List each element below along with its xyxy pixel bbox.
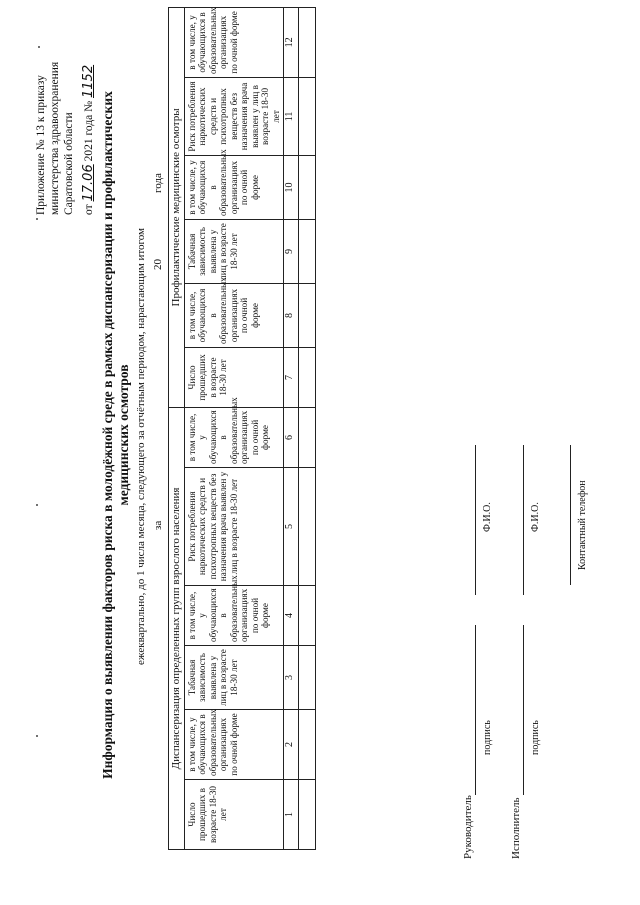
- data-row-empty: [299, 7, 316, 849]
- header-cell: Риск потребления наркотических средств и психотропных веществ без назначения врача выявлен у лиц в возрасте 18-30 лет: [184, 468, 284, 586]
- header-cell: в том числе, у обучающихся в образовательных организациях по очной форме: [184, 407, 284, 467]
- column-number: 5: [284, 468, 299, 586]
- exec-label: Исполнитель: [510, 797, 522, 859]
- data-cell[interactable]: [299, 283, 316, 347]
- column-header-row: [184, 7, 284, 849]
- date-middle: 2021 года №: [83, 100, 95, 162]
- data-cell[interactable]: [299, 407, 316, 467]
- date-day: 17.06: [81, 164, 96, 202]
- header-cell: Табачная зависимость выявлена у лиц в возрасте 18-30 лет: [184, 219, 284, 283]
- column-number-row: [284, 7, 299, 849]
- document-subtitle: ежеквартально, до 1 числа месяца, следующего за отчётным периодом, нарастающим итогом: [135, 228, 147, 665]
- data-cell[interactable]: [299, 347, 316, 407]
- phone-line[interactable]: [570, 445, 571, 585]
- column-number: 3: [284, 646, 299, 710]
- phone-caption: Контактный телефон: [577, 480, 588, 570]
- approval-date: [82, 15, 96, 215]
- document-title: [100, 55, 132, 815]
- head-sign-line[interactable]: [475, 625, 476, 795]
- column-number: 11: [284, 77, 299, 155]
- column-number: 12: [284, 7, 299, 77]
- data-cell[interactable]: [299, 7, 316, 77]
- order-number: 1152: [81, 64, 96, 98]
- column-number: 6: [284, 407, 299, 467]
- data-cell[interactable]: [299, 586, 316, 646]
- data-cell[interactable]: [299, 155, 316, 219]
- date-prefix: от: [83, 204, 95, 215]
- column-number: 1: [284, 780, 299, 850]
- head-fio-line[interactable]: [475, 445, 476, 595]
- head-fio-caption: Ф.И.О.: [482, 502, 493, 532]
- header-cell: Риск потребления наркотических средств и психотропных веществ без назначения врача выявлен у лиц в возрасте 18-30 лет: [184, 77, 284, 155]
- title-line-2: медицинских осмотров: [116, 364, 131, 506]
- period-za: за: [152, 520, 164, 530]
- column-number: 2: [284, 710, 299, 780]
- group-preventive: Профилактические медицинские осмотры: [169, 7, 185, 407]
- exec-sign-line[interactable]: [523, 625, 524, 795]
- approval-line-2: министерства здравоохранения: [49, 61, 61, 215]
- head-label: Руководитель: [462, 795, 474, 859]
- period-year-prefix: 20: [152, 259, 164, 270]
- period-year-word: года: [152, 173, 164, 193]
- column-number: 7: [284, 347, 299, 407]
- group-header-row: [169, 7, 185, 849]
- header-cell: Число прошедших в возрасте 18-30 лет: [184, 347, 284, 407]
- title-line-1: Информация о выявлении факторов риска в молодёжной среде в рамках диспансеризации и профилактических: [100, 91, 115, 779]
- column-number: 9: [284, 219, 299, 283]
- header-cell: в том числе, обучающихся в образовательных организациях по очной форме: [184, 283, 284, 347]
- data-cell[interactable]: [299, 468, 316, 586]
- column-number: 4: [284, 586, 299, 646]
- approval-line-3: Саратовской области: [63, 112, 75, 215]
- header-cell: в том числе, у обучающихся в образовательных организациях по очной форме: [184, 155, 284, 219]
- header-cell: Табачная зависимость выявлена у лиц в возрасте 18-30 лет: [184, 646, 284, 710]
- column-number: 10: [284, 155, 299, 219]
- header-cell: в том числе, у обучающихся в образовательных организациях по очной форме: [184, 7, 284, 77]
- data-cell[interactable]: [299, 646, 316, 710]
- report-table: [168, 7, 316, 850]
- header-cell: в том числе, у обучающихся в образовательных организациях по очной форме: [184, 586, 284, 646]
- approval-line-1: Приложение № 13 к приказу: [35, 75, 47, 215]
- data-cell[interactable]: [299, 219, 316, 283]
- data-cell[interactable]: [299, 780, 316, 850]
- header-cell: в том числе, у обучающихся в образовательных организациях по очной форме: [184, 710, 284, 780]
- approval-block: [34, 15, 96, 215]
- exec-sign-caption: подпись: [530, 720, 541, 755]
- header-cell: Число прошедших в возрасте 18-30 лет: [184, 780, 284, 850]
- group-dispensary: Диспансеризация определенных групп взрослого населения: [169, 407, 185, 849]
- head-sign-caption: подпись: [482, 720, 493, 755]
- exec-fio-line[interactable]: [523, 445, 524, 595]
- data-cell[interactable]: [299, 710, 316, 780]
- data-cell[interactable]: [299, 77, 316, 155]
- column-number: 8: [284, 283, 299, 347]
- exec-fio-caption: Ф.И.О.: [530, 502, 541, 532]
